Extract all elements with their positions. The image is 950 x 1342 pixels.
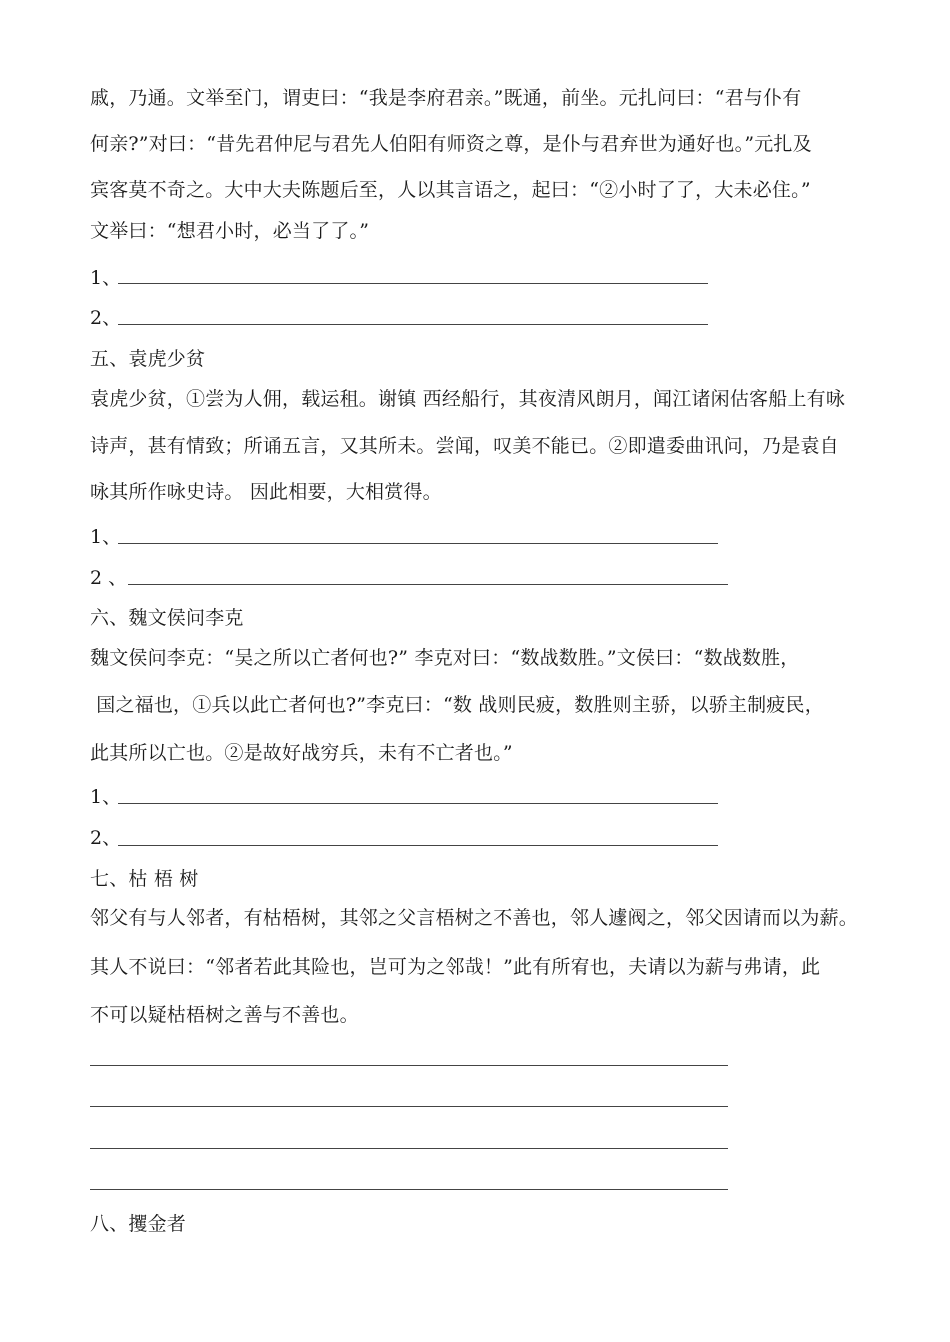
answer-line[interactable] xyxy=(90,1106,728,1107)
answer-line[interactable] xyxy=(118,803,718,804)
answer-line[interactable] xyxy=(90,1189,728,1190)
answer-line[interactable] xyxy=(118,283,708,284)
passage-line: 袁虎少贫，①尝为人佣，载运租。谢镇 西经船行，其夜清风朗月，闻江诸闲估客船上有咏 xyxy=(90,388,846,410)
answer-line[interactable] xyxy=(118,324,708,325)
answer-line[interactable] xyxy=(128,584,728,585)
answer-line[interactable] xyxy=(118,543,718,544)
passage-line: 不可以疑枯梧树之善与不善也。 xyxy=(90,1004,359,1026)
passage-line: 宾客莫不奇之。大中大夫陈题后至，人以其言语之，起曰：“②小时了了，大未必住。” xyxy=(90,179,811,201)
answer-line[interactable] xyxy=(118,845,718,846)
passage-line: 文举曰：“想君小时，必当了了。” xyxy=(90,220,370,242)
passage-line: 魏文侯问李克：“吴之所以亡者何也?” 李克对曰：“数战数胜。”文侯曰：“数战数胜， xyxy=(90,647,800,669)
passage-line: 咏其所作咏史诗。 因此相要，大相赏得。 xyxy=(90,481,442,503)
passage-line: 诗声，甚有情致；所诵五言，又其所未。尝闻，叹美不能已。②即遣委曲讯问，乃是袁自 xyxy=(90,435,839,457)
answer-label: 2、 xyxy=(90,307,122,329)
passage-line: 其人不说曰：“邻者若此其险也，岂可为之邻哉！”此有所宥也，夫请以为薪与弗请，此 xyxy=(90,956,821,978)
answer-line[interactable] xyxy=(90,1065,728,1066)
answer-label: 2、 xyxy=(90,827,122,849)
section-title: 五、袁虎少贫 xyxy=(90,348,206,370)
section-title: 六、魏文侯问李克 xyxy=(90,607,244,629)
passage-line: 此其所以亡也。②是故好战穷兵，未有不亡者也。” xyxy=(90,742,513,764)
section-title: 八、攫金者 xyxy=(90,1213,187,1235)
passage-line: 何亲?”对曰：“昔先君仲尼与君先人伯阳有师资之尊，是仆与君弃世为通好也。”元扎及 xyxy=(90,133,812,155)
passage-line: 戚，乃通。文举至门，谓吏曰：“我是李府君亲。”既通，前坐。元扎问曰：“君与仆有 xyxy=(90,87,802,109)
answer-label: 1、 xyxy=(90,267,122,289)
answer-line[interactable] xyxy=(90,1148,728,1149)
answer-label: 1、 xyxy=(90,786,122,808)
section-title: 七、枯 梧 树 xyxy=(90,868,199,890)
answer-label: 2 、 xyxy=(90,567,128,589)
passage-line: 邻父有与人邻者，有枯梧树，其邻之父言梧树之不善也，邻人遽阀之，邻父因请而以为薪。 xyxy=(90,907,859,929)
answer-label: 1、 xyxy=(90,526,122,548)
passage-line: 国之福也，①兵以此亡者何也?”李克曰：“数 战则民疲，数胜则主骄，以骄主制疲民， xyxy=(90,694,824,716)
